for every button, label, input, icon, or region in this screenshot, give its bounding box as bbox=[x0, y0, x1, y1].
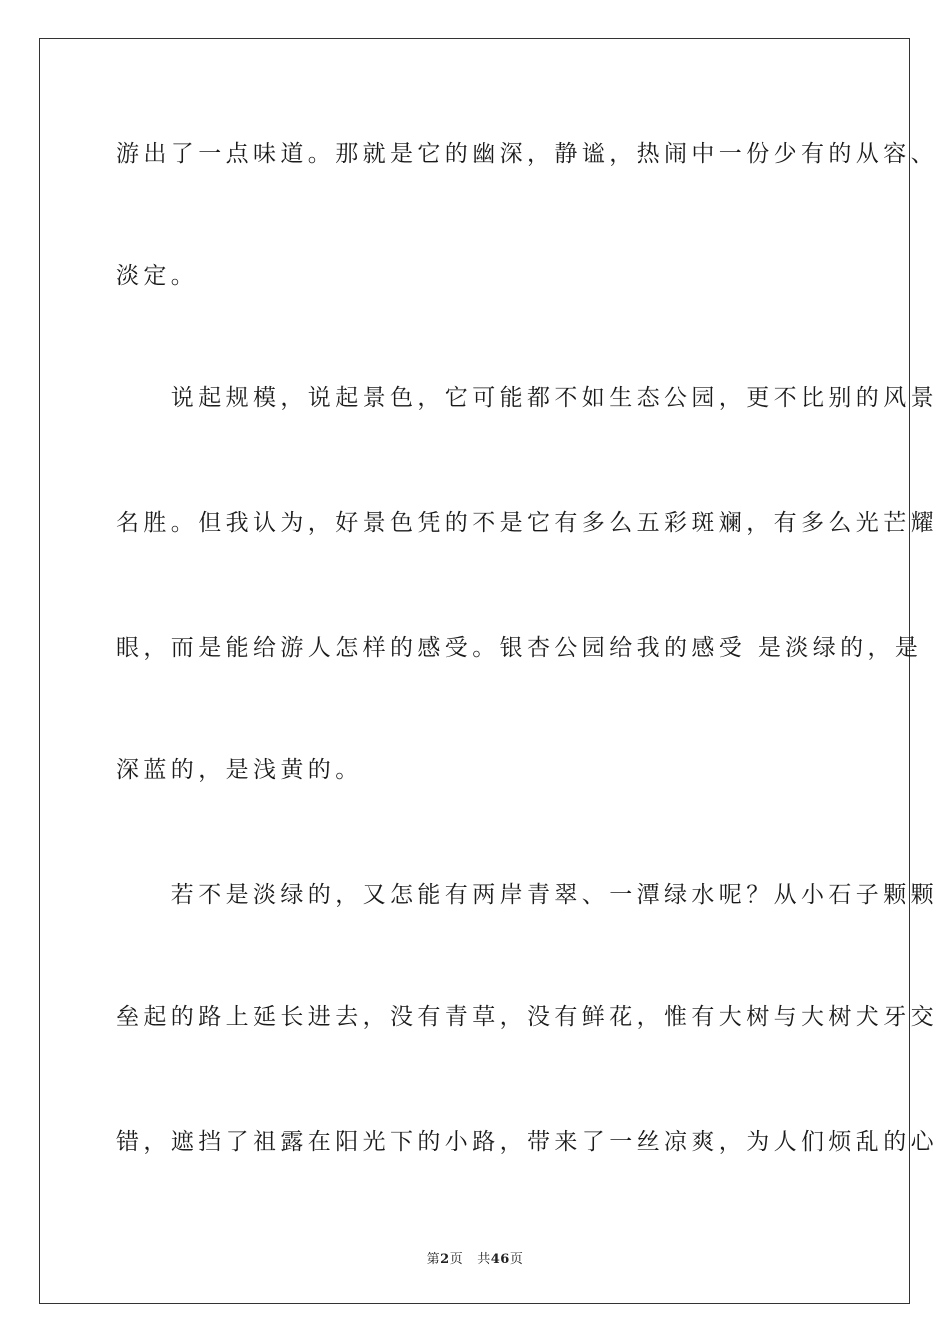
body-text-line: 深蓝的，是浅黄的。 bbox=[116, 757, 363, 783]
body-text-line: 若不是淡绿的，又怎能有两岸青翠、一潭绿水呢？从小石子颗颗 bbox=[116, 882, 938, 908]
total-page-count: 46 bbox=[490, 1252, 510, 1267]
page-border bbox=[39, 38, 938, 1304]
page-prefix: 第 bbox=[426, 1252, 441, 1267]
body-text-line: 说起规模，说起景色，它可能都不如生态公园，更不比别的风景 bbox=[116, 385, 938, 411]
body-text-line: 垒起的路上延长进去，没有青草，没有鲜花，惟有大树与大树犬牙交 bbox=[116, 1004, 938, 1030]
page-footer bbox=[0, 1248, 950, 1267]
total-prefix: 共 bbox=[477, 1252, 491, 1267]
total-suffix: 页 bbox=[509, 1252, 524, 1267]
body-text-line: 错，遮挡了祖露在阳光下的小路，带来了一丝凉爽，为人们烦乱的心 bbox=[116, 1129, 938, 1155]
body-text-line: 眼，而是能给游人怎样的感受。银杏公园给我的感受 是淡绿的，是 bbox=[116, 635, 923, 661]
body-text-line: 游出了一点味道。那就是它的幽深，静谧，热闹中一份少有的从容、 bbox=[116, 141, 938, 167]
body-text-line: 淡定。 bbox=[116, 263, 199, 289]
body-text-line: 名胜。但我认为，好景色凭的不是它有多么五彩斑斓，有多么光芒耀 bbox=[116, 510, 938, 536]
current-page-number: 2 bbox=[440, 1252, 450, 1267]
page-suffix: 页 bbox=[449, 1252, 464, 1267]
